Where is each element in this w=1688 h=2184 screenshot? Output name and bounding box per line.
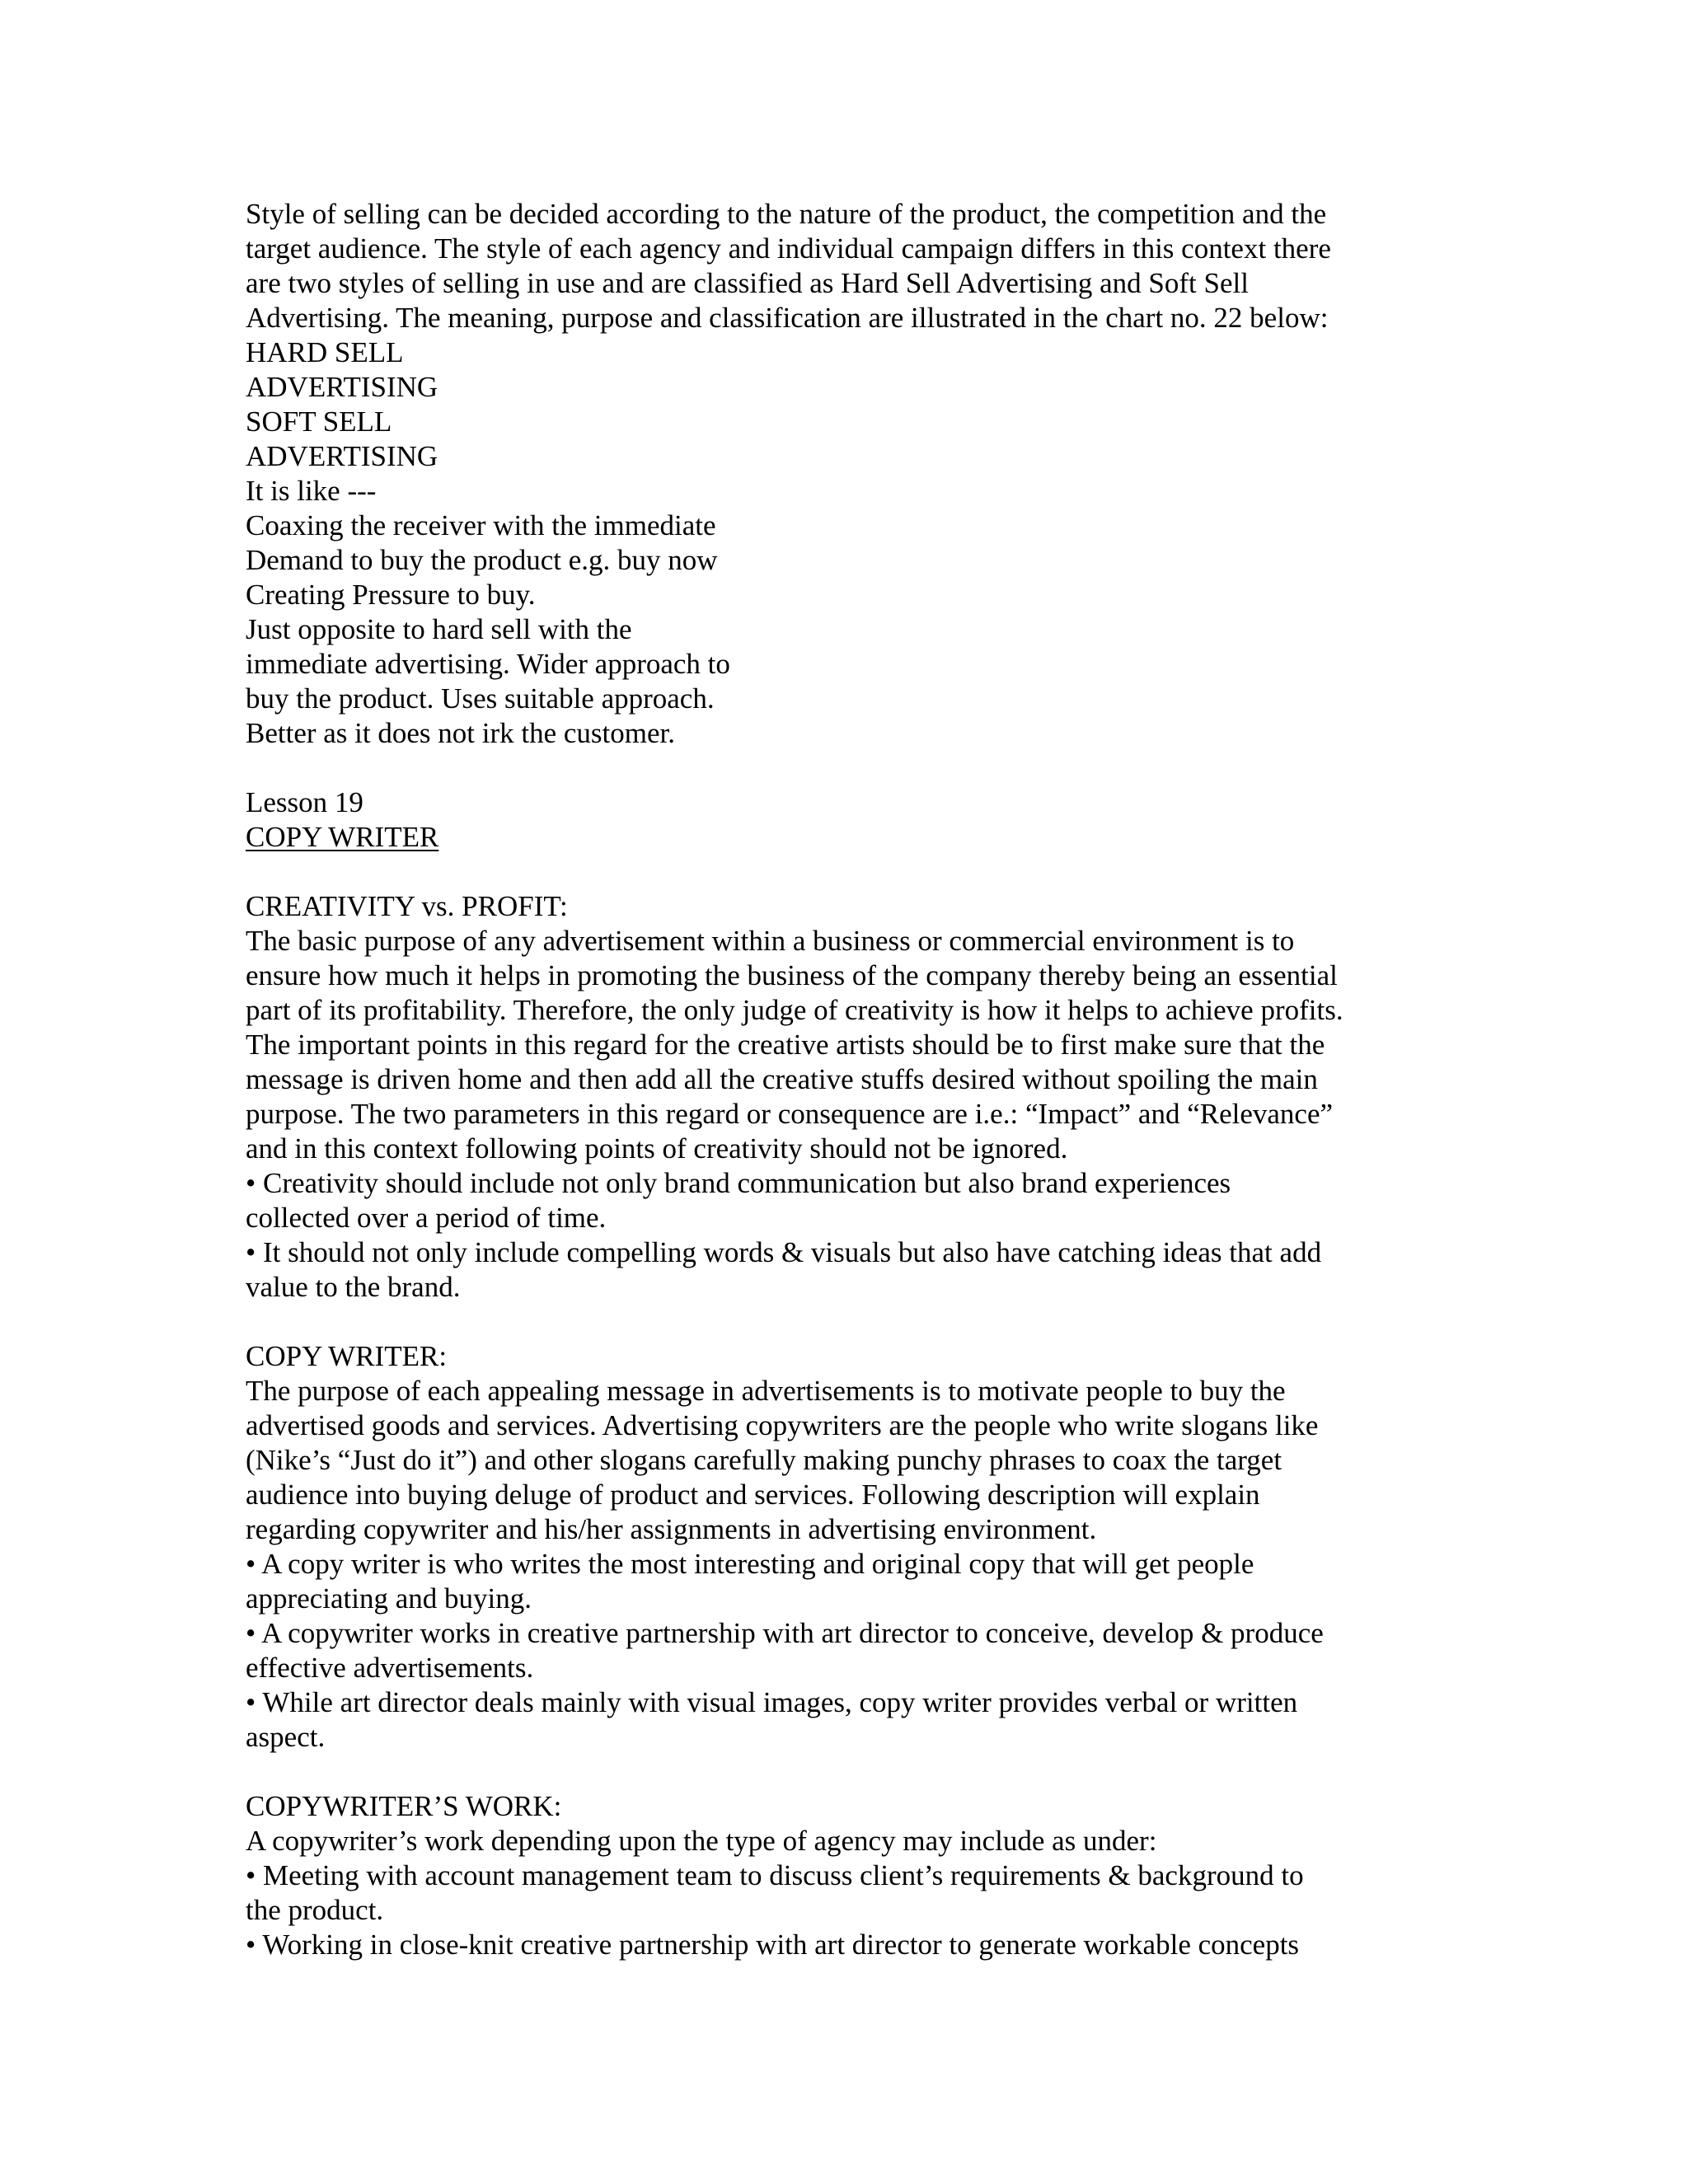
copywriter-section bbox=[246, 1339, 1449, 1755]
bullet-line: • A copy writer is who writes the most interesting and original copy that will get people bbox=[246, 1548, 1254, 1580]
bullet-line: • Meeting with account management team to discuss client’s requirements & background to bbox=[246, 1859, 1304, 1891]
spacer bbox=[246, 1755, 1449, 1789]
text-line: audience into buying deluge of product and services. Following description will explain bbox=[246, 1479, 1260, 1511]
text-line: buy the product. Uses suitable approach. bbox=[246, 682, 715, 715]
lesson-number: Lesson 19 bbox=[246, 786, 363, 818]
document-page bbox=[246, 197, 1449, 1962]
text-line: the product. bbox=[246, 1894, 384, 1926]
text-line: The basic purpose of any advertisement within a business or commercial environment is to bbox=[246, 925, 1295, 957]
section-heading: COPYWRITER’S WORK: bbox=[246, 1790, 562, 1822]
spacer bbox=[246, 751, 1449, 785]
text-line: message is driven home and then add all the creative stuffs desired without spoiling the main bbox=[246, 1063, 1318, 1095]
lesson-title: COPY WRITER bbox=[246, 821, 439, 853]
text-line: Better as it does not irk the customer. bbox=[246, 717, 676, 749]
text-line: Creating Pressure to buy. bbox=[246, 579, 536, 611]
chart-text-block bbox=[246, 335, 1449, 751]
text-line: (Nike’s “Just do it”) and other slogans carefully making punchy phrases to coax the target bbox=[246, 1444, 1282, 1476]
hard-sell-label-cont: ADVERTISING bbox=[246, 371, 438, 403]
text-line: aspect. bbox=[246, 1721, 326, 1753]
text-line: effective advertisements. bbox=[246, 1652, 534, 1684]
section-heading: CREATIVITY vs. PROFIT: bbox=[246, 890, 568, 922]
text-line: ensure how much it helps in promoting the business of the company thereby being an essential bbox=[246, 959, 1338, 991]
bullet-line: • A copywriter works in creative partnership with art director to conceive, develop & produce bbox=[246, 1617, 1324, 1649]
text-line: regarding copywriter and his/her assignments in advertising environment. bbox=[246, 1513, 1097, 1545]
text-line: and in this context following points of creativity should not be ignored. bbox=[246, 1132, 1068, 1165]
bullet-line: • It should not only include compelling words & visuals but also have catching ideas that add bbox=[246, 1236, 1322, 1268]
text-line: immediate advertising. Wider approach to bbox=[246, 648, 730, 680]
text-line: Demand to buy the product e.g. buy now bbox=[246, 544, 718, 576]
bullet-line: • Creativity should include not only brand communication but also brand experiences bbox=[246, 1167, 1231, 1199]
text-line: advertised goods and services. Advertising copywriters are the people who write slogans like bbox=[246, 1409, 1319, 1441]
text-line: appreciating and buying. bbox=[246, 1582, 532, 1615]
soft-sell-label-cont: ADVERTISING bbox=[246, 440, 438, 472]
text-line: Coaxing the receiver with the immediate bbox=[246, 509, 716, 541]
hard-sell-label: HARD SELL bbox=[246, 336, 404, 368]
text-line: The purpose of each appealing message in advertisements is to motivate people to buy the bbox=[246, 1375, 1286, 1407]
text-line: It is like --- bbox=[246, 475, 377, 507]
bullet-line: • While art director deals mainly with visual images, copy writer provides verbal or written bbox=[246, 1686, 1298, 1718]
text-line: are two styles of selling in use and are classified as Hard Sell Advertising and Soft Sell bbox=[246, 267, 1249, 299]
text-line: Advertising. The meaning, purpose and classification are illustrated in the chart no. 22 below: bbox=[246, 302, 1329, 334]
creativity-section bbox=[246, 889, 1449, 1305]
section-heading: COPY WRITER: bbox=[246, 1340, 448, 1372]
soft-sell-label: SOFT SELL bbox=[246, 405, 392, 438]
spacer bbox=[246, 855, 1449, 889]
text-line: value to the brand. bbox=[246, 1271, 461, 1303]
intro-paragraph bbox=[246, 197, 1449, 335]
text-line: part of its profitability. Therefore, the only judge of creativity is how it helps to achieve profits. bbox=[246, 994, 1343, 1026]
bullet-line: • Working in close-knit creative partnership with art director to generate workable concepts bbox=[246, 1929, 1300, 1961]
text-line: The important points in this regard for the creative artists should be to first make sure that the bbox=[246, 1029, 1325, 1061]
spacer bbox=[246, 1305, 1449, 1339]
text-line: collected over a period of time. bbox=[246, 1202, 607, 1234]
text-line: purpose. The two parameters in this regard or consequence are i.e.: “Impact” and “Relevance” bbox=[246, 1098, 1334, 1130]
text-line: A copywriter’s work depending upon the type of agency may include as under: bbox=[246, 1825, 1157, 1857]
text-line: Style of selling can be decided according to the nature of the product, the competition and the bbox=[246, 198, 1327, 230]
text-line: Just opposite to hard sell with the bbox=[246, 613, 632, 645]
copywriter-work-section bbox=[246, 1789, 1449, 1962]
text-line: target audience. The style of each agency and individual campaign differs in this context there bbox=[246, 232, 1331, 265]
